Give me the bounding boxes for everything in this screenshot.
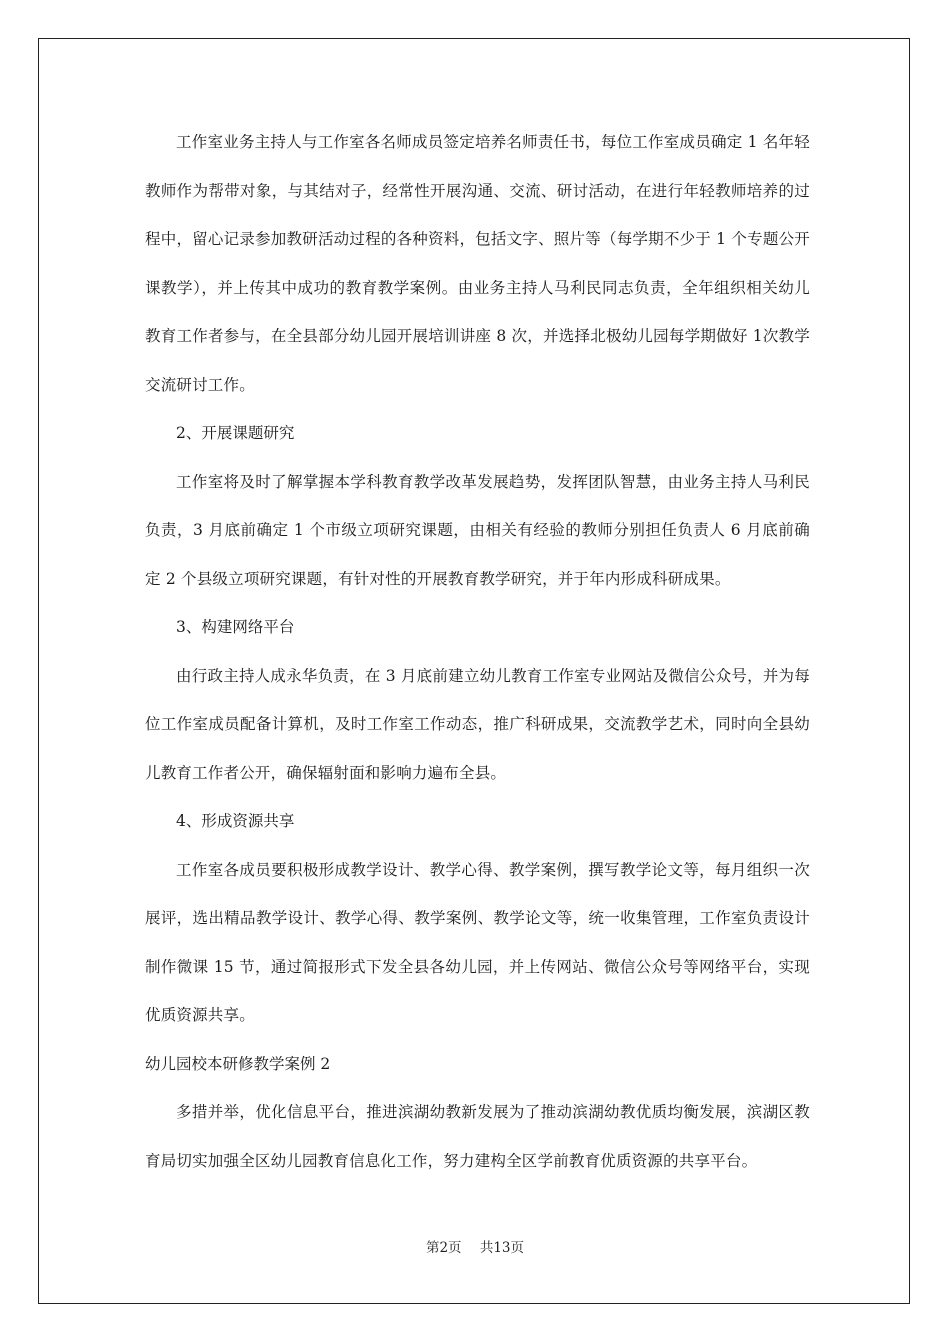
page-number: 第2页: [425, 1240, 462, 1256]
paragraph-network-platform: 由行政主持人成永华负责，在 3 月底前建立幼儿教育工作室专业网站及微信公众号，并为每位工作室成员配备计算机，及时工作室工作动态，推广科研成果，交流教学艺术，同时向全县幼儿教育工作者公开，确保辐射面和影响力遍布全县。: [145, 666, 810, 782]
paragraph-case-2-intro: 多措并举，优化信息平台，推进滨湖幼教新发展为了推动滨湖幼教优质均衡发展，滨湖区教育局切实加强全区幼儿园教育信息化工作，努力建构全区学前教育优质资源的共享平台。: [145, 1103, 810, 1170]
section-title-case-2: 幼儿园校本研修教学案例 2: [145, 1054, 331, 1073]
paragraph-research-topics: 工作室将及时了解掌握本学科教育教学改革发展趋势，发挥团队智慧，由业务主持人马利民负责，3 月底前确定 1 个市级立项研究课题，由相关有经验的教师分别担任负责人 6 月底前确定 2 个县级立项研究课题，有针对性的开展教育教学研究，并于年内形成科研成果。: [145, 472, 810, 588]
paragraph-resource-sharing: 工作室各成员要积极形成教学设计、教学心得、教学案例，撰写教学论文等，每月组织一次展评，选出精品教学设计、教学心得、教学案例、教学论文等，统一收集管理，工作室负责设计制作微课 15 节，通过简报形式下发全县各幼儿园，并上传网站、微信公众号等网络平台，实现优质资源共享。: [145, 860, 810, 1024]
document-body: [145, 118, 810, 1185]
heading-research-topics: 2、开展课题研究: [176, 424, 295, 442]
page-total: 共13页: [479, 1240, 525, 1256]
heading-resource-sharing: 4、形成资源共享: [176, 812, 295, 830]
page-footer: [0, 1236, 950, 1256]
paragraph-mentoring: 工作室业务主持人与工作室各名师成员签定培养名师责任书，每位工作室成员确定 1 名年轻教师作为帮带对象，与其结对子，经常性开展沟通、交流、研讨活动，在进行年轻教师培养的过程中，留心记录参加教研活动过程的各种资料，包括文字、照片等（每学期不少于 1 个专题公开课教学），并上传其中成功的教育教学案例。由业务主持人马利民同志负责，全年组织相关幼儿教育工作者参与，在全县部分幼儿园开展培训讲座 8 次，并选择北极幼儿园每学期做好 1次教学交流研讨工作。: [145, 133, 810, 394]
heading-network-platform: 3、构建网络平台: [176, 618, 295, 636]
